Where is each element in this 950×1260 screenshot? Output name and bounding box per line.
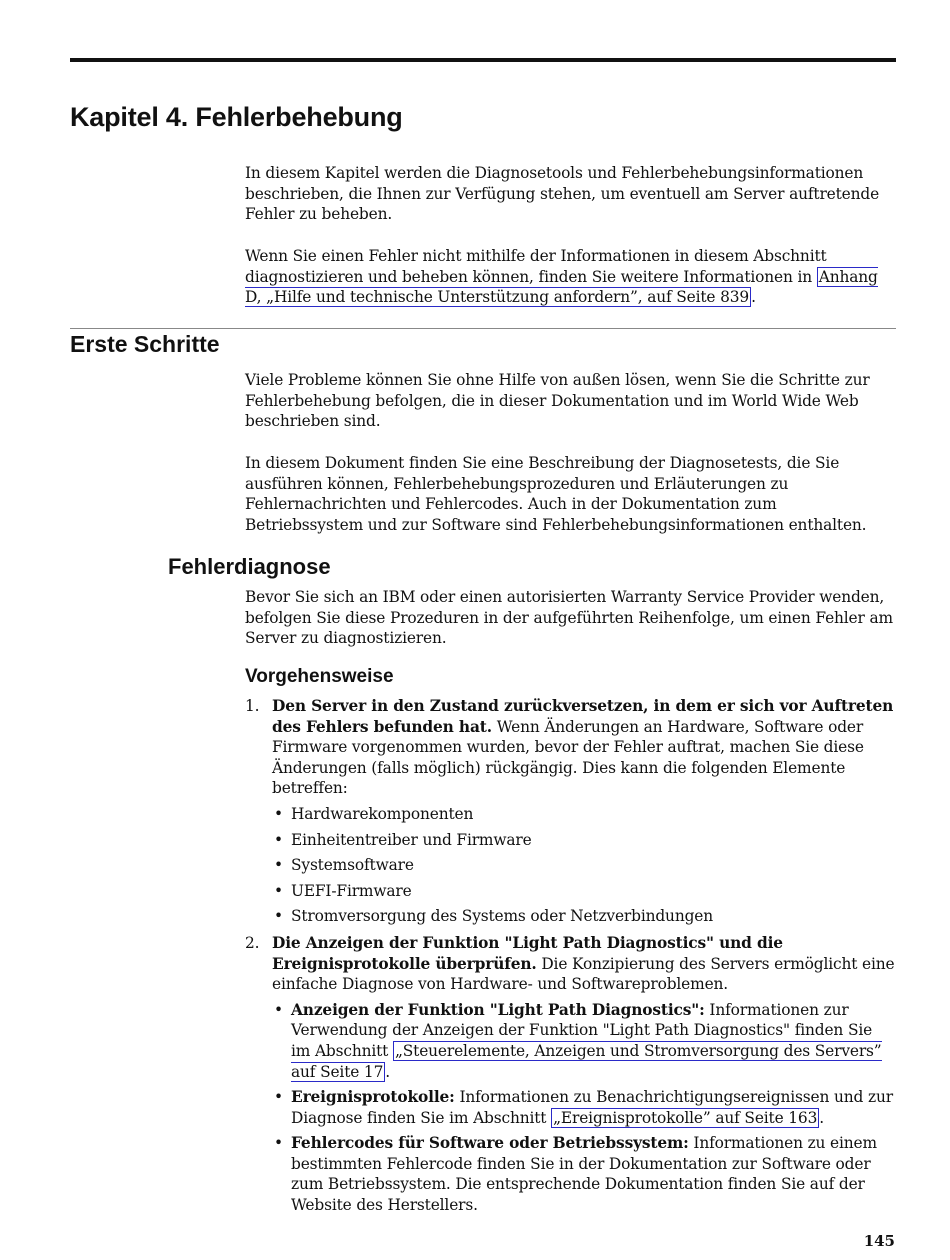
bullet-lead: Fehlercodes für Software oder Betriebssystem: (291, 1134, 689, 1153)
list-item: • Stromversorgung des Systems oder Netzverbindungen (272, 906, 895, 927)
bullet-text: Informationen zu Benachrichtigungsereignissen und zur Diagnose finden Sie im Abschnitt (291, 1088, 893, 1127)
step-lead: Den Server in den Zustand zurückversetzen, in dem er sich vor Auftreten des Fehlers befunden hat. (272, 697, 894, 736)
page-number: 145 (863, 1232, 895, 1250)
bullet-end: . (385, 1062, 390, 1081)
section-rule (70, 328, 896, 329)
bullet-text: Informationen zu einem bestimmten Fehlercode finden Sie in der Dokumentation zur Software oder zum Betriebssystem. Die entsprechende Dokumentation finden Sie auf der Website des Herstellers. (291, 1134, 877, 1215)
subsection-paragraph: Bevor Sie sich an IBM oder einen autorisierten Warranty Service Provider wenden, befolgen Sie diese Prozeduren in der aufgeführten Reihenfolge, um einen Fehler am Server zu diagnostizieren. (245, 588, 893, 648)
intro-paragraph-1: In diesem Kapitel werden die Diagnosetools und Fehlerbehebungsinformationen beschrieben, die Ihnen zur Verfügung stehen, um eventuell am Server auftretende Fehler zu beheben. (245, 164, 880, 224)
section-title: Erste Schritte (70, 331, 220, 357)
step-text: Die Konzipierung des Servers ermöglicht eine einfache Diagnose von Hardware- und Softwareproblemen. (272, 954, 895, 994)
step-number: 1. (245, 697, 260, 715)
top-rule (70, 58, 896, 62)
list-item: • Einheitentreiber und Firmware (272, 830, 895, 851)
step-2 (245, 933, 895, 1216)
intro-paragraph-2-text: Wenn Sie einen Fehler nicht mithilfe der Informationen in diesem Abschnitt diagnostizieren und beheben können, finden Sie weitere Informationen in (245, 247, 827, 286)
intro-paragraph-2-end: . (751, 288, 756, 307)
list-item (272, 1087, 895, 1128)
list-item: • Systemsoftware (272, 855, 895, 876)
link-controls-section[interactable]: „Steuerelemente, Anzeigen und Stromversorgung des Servers” auf Seite 17 (291, 1041, 882, 1081)
step-1 (245, 696, 895, 927)
procedure-steps (245, 696, 895, 1221)
procedure-title: Vorgehensweise (245, 666, 394, 687)
section-paragraph-1: Viele Probleme können Sie ohne Hilfe von außen lösen, wenn Sie die Schritte zur Fehlerbehebung befolgen, die in dieser Dokumentation und im World Wide Web beschrieben sind. (245, 371, 870, 431)
step-lead: Die Anzeigen der Funktion "Light Path Diagnostics" und die Ereignisprotokolle überprüfen. (272, 933, 783, 973)
link-appendix-d[interactable]: Anhang D, „Hilfe und technische Unterstützung anfordern”, auf Seite 839 (245, 267, 878, 307)
list-item (272, 1133, 895, 1215)
step-2-bullets (272, 1000, 895, 1216)
list-item: • UEFI-Firmware (272, 881, 895, 902)
step-1-bullets (272, 804, 895, 927)
intro-paragraph-2 (245, 246, 895, 308)
list-item: • Hardwarekomponenten (272, 804, 895, 825)
list-item (272, 1000, 895, 1082)
bullet-lead: Anzeigen der Funktion "Light Path Diagnostics": (291, 1000, 705, 1019)
bullet-lead: Ereignisprotokolle: (291, 1088, 455, 1107)
step-number: 2. (245, 933, 260, 952)
subsection-title: Fehlerdiagnose (168, 554, 331, 579)
section-paragraph-2: In diesem Dokument finden Sie eine Beschreibung der Diagnosetests, die Sie ausführen können, Fehlerbehebungsprozeduren und Erläuterungen zu Fehlernachrichten und Fehlercodes. Auch in der Dokumentation zum Betriebssystem und zur Software sind Fehlerbehebungsinformationen enthalten. (245, 454, 867, 534)
bullet-text: Informationen zur Verwendung der Anzeigen der Funktion "Light Path Diagnostics" finden Sie im Abschnitt (291, 1000, 873, 1060)
link-event-logs[interactable]: „Ereignisprotokolle” auf Seite 163 (553, 1108, 818, 1127)
step-text: Wenn Änderungen an Hardware, Software oder Firmware vorgenommen wurden, bevor der Fehler auftrat, machen Sie diese Änderungen (falls möglich) rückgängig. Dies kann die folgenden Elemente betreffen: (272, 717, 864, 798)
bullet-end: . (819, 1108, 824, 1127)
chapter-title: Kapitel 4. Fehlerbehebung (70, 102, 403, 132)
